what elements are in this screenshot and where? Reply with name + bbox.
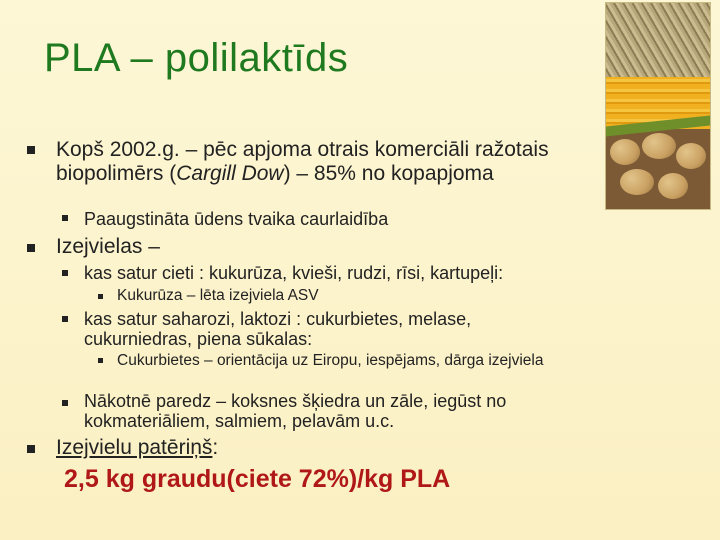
grains-corn-potatoes-photo [605, 2, 711, 210]
bullet-marker [62, 316, 68, 322]
grain-area [606, 3, 710, 77]
potato-shape [642, 133, 676, 159]
bullet-marker [62, 400, 68, 406]
colon: : [212, 436, 219, 459]
potato-shape [620, 169, 654, 195]
consumption-label-text: Izejvielu patēriņš [56, 436, 213, 459]
consumption-value: 2,5 kg graudu(ciete 72%)/kg PLA [64, 465, 451, 493]
bullet-marker [62, 270, 68, 276]
bullet-marker [98, 358, 103, 363]
bullet-marker [27, 445, 35, 453]
sub-sub-bullet-text: Kukurūza – lēta izejviela ASV [117, 287, 319, 304]
potato-shape [610, 139, 640, 165]
bullet-marker [98, 294, 103, 299]
sub-bullet-text: Paaugstināta ūdens tvaika caurlaidība [84, 209, 389, 229]
bullet-text-pre: Kopš 2002.g. – pēc apjoma otrais komerciāli ražotais biopolimērs ( [56, 138, 549, 185]
bullet-marker [27, 146, 35, 154]
bullet-text-izejvielas: Izejvielas – [56, 235, 160, 258]
consumption-label [56, 436, 456, 460]
bullet-marker [27, 244, 35, 252]
company-name: Cargill Dow [176, 161, 284, 185]
potato-shape [658, 173, 688, 199]
sub-sub-bullet-text: Cukurbietes – orientācija uz Eiropu, iespējams, dārga izejviela [117, 352, 544, 369]
slide-title: PLA – polilaktīds [44, 36, 349, 80]
sub-bullet-text: Nākotnē paredz – koksnes šķiedra un zāle, iegūst no kokmateriāliem, salmiem, pelavām u.c. [84, 391, 507, 432]
sub-bullet-text: kas satur cieti : kukurūza, kvieši, rudzi, rīsi, kartupeļi: [84, 263, 504, 283]
potato-shape [676, 143, 706, 169]
sub-bullet-text: kas satur saharozi, laktozi : cukurbietes, melase, cukurniedras, piena sūkalas: [84, 309, 472, 350]
bullet-text-intro [56, 138, 576, 185]
bullet-marker [62, 215, 68, 221]
bullet-text-post: ) – 85% no kopapjoma [283, 161, 494, 185]
